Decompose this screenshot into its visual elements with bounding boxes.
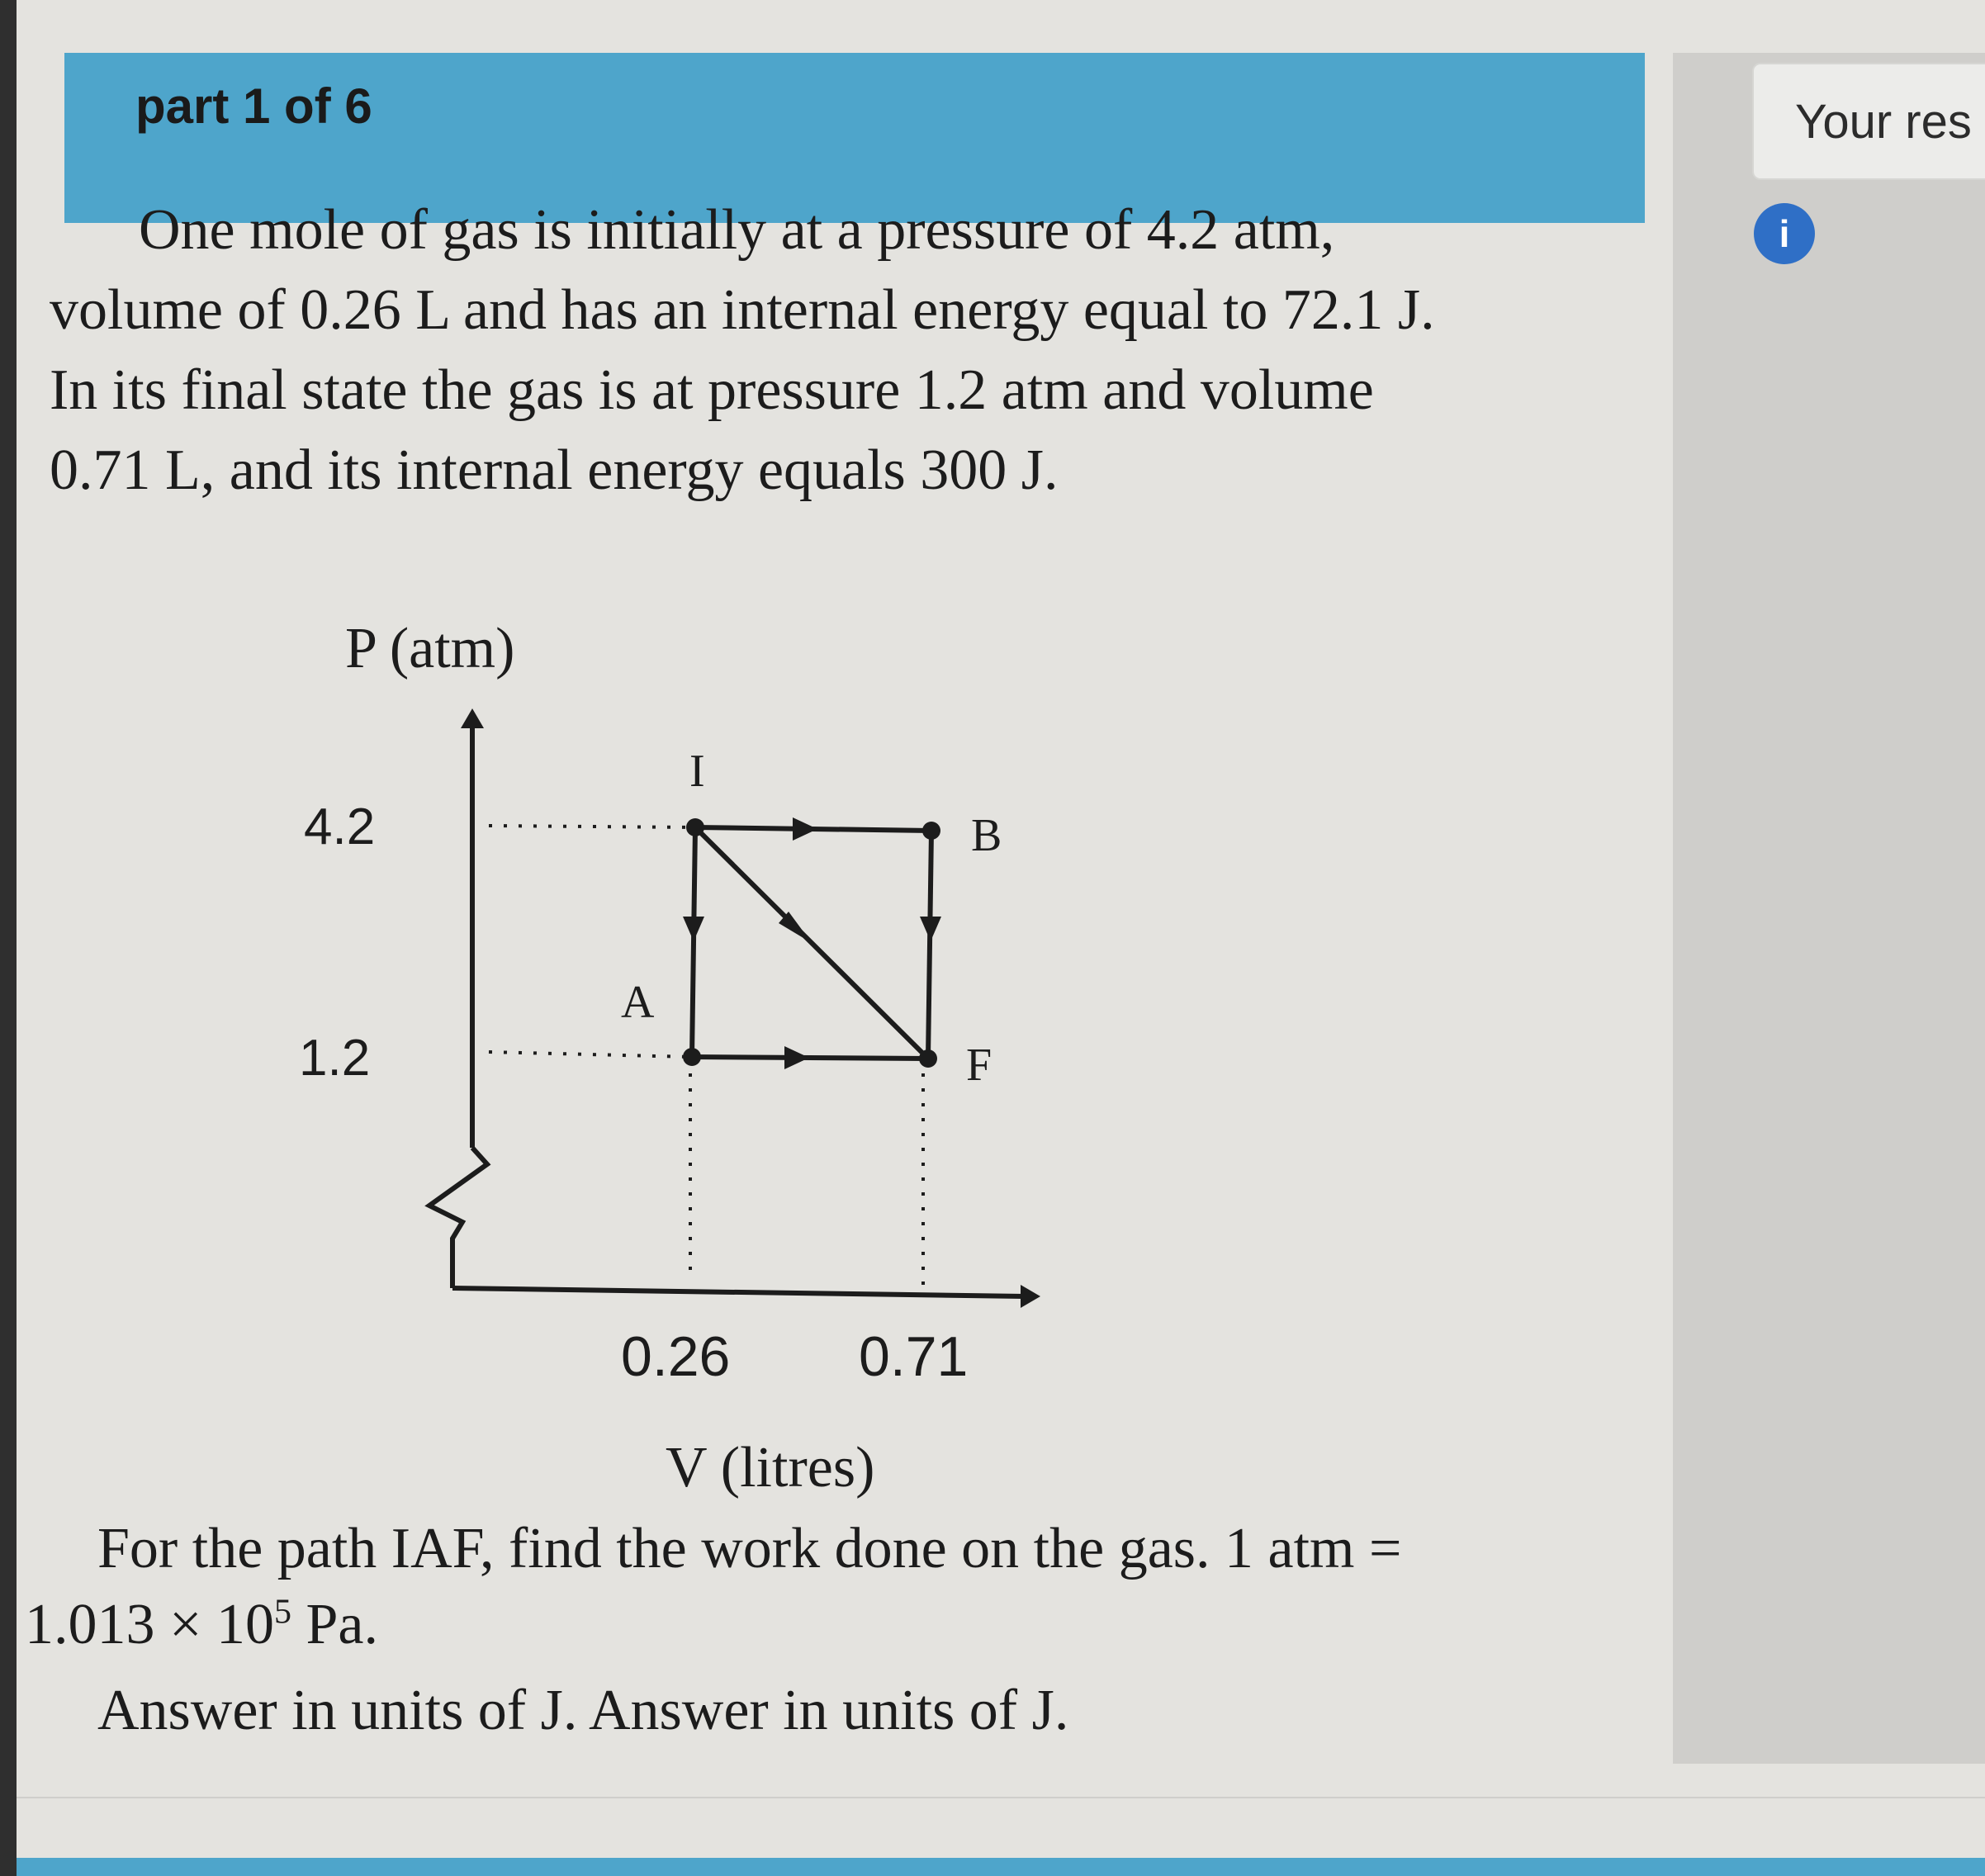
- point-I: [686, 818, 704, 836]
- y-tick-4-2: 4.2: [304, 798, 376, 855]
- path-BF: [928, 831, 931, 1059]
- x-axis: [452, 1288, 1024, 1296]
- arrow-AF: [784, 1046, 809, 1069]
- y-axis: [429, 727, 487, 1288]
- next-part-header: [17, 1858, 1985, 1876]
- point-B: [922, 822, 940, 840]
- point-F: [919, 1049, 937, 1068]
- response-panel: [1673, 53, 1985, 1764]
- label-A: A: [621, 977, 655, 1028]
- question-prompt-text: For the path IAF, find the work done on the gas. 1 atm = 1.013 × 10: [25, 1517, 1402, 1656]
- x-axis-arrow: [1021, 1285, 1040, 1308]
- guide-4-2: [489, 826, 694, 827]
- question-prompt-end: Pa.: [291, 1593, 378, 1656]
- y-tick-1-2: 1.2: [299, 1030, 371, 1087]
- x-tick-0-71: 0.71: [859, 1325, 969, 1388]
- guide-1-2: [489, 1052, 690, 1057]
- label-B: B: [971, 810, 1002, 861]
- divider: [17, 1797, 1985, 1798]
- y-axis-arrow: [461, 708, 484, 728]
- part-title: part 1 of 6: [135, 78, 372, 134]
- question-intro: One mole of gas is initially at a pressure of 4.2 atm, volume of 0.26 L and has an internal energy equal to 72.1 J. In its final state the gas is at pressure 1.2 atm and volume 0.71 L, and its internal energy equals 300 J.: [50, 198, 1435, 502]
- arrow-BF: [920, 917, 941, 941]
- y-axis-label: P (atm): [345, 617, 515, 680]
- info-icon[interactable]: i: [1754, 203, 1815, 264]
- x-axis-label: V (litres): [666, 1436, 875, 1499]
- your-response-tab[interactable]: [1752, 63, 1985, 180]
- path-AF: [692, 1057, 928, 1059]
- pv-diagram: [0, 0, 1156, 1503]
- path-IA: [692, 827, 695, 1057]
- point-A: [683, 1048, 701, 1066]
- arrow-IA: [683, 917, 704, 941]
- question-prompt: [25, 1511, 1428, 1663]
- exponent: 5: [273, 1593, 291, 1632]
- arrow-IB: [793, 817, 817, 841]
- label-I: I: [689, 746, 705, 797]
- label-F: F: [966, 1040, 992, 1091]
- x-tick-0-26: 0.26: [621, 1325, 731, 1388]
- response-label: Your res: [1795, 95, 1972, 149]
- answer-units: Answer in units of J. Answer in units of J.: [97, 1679, 1069, 1742]
